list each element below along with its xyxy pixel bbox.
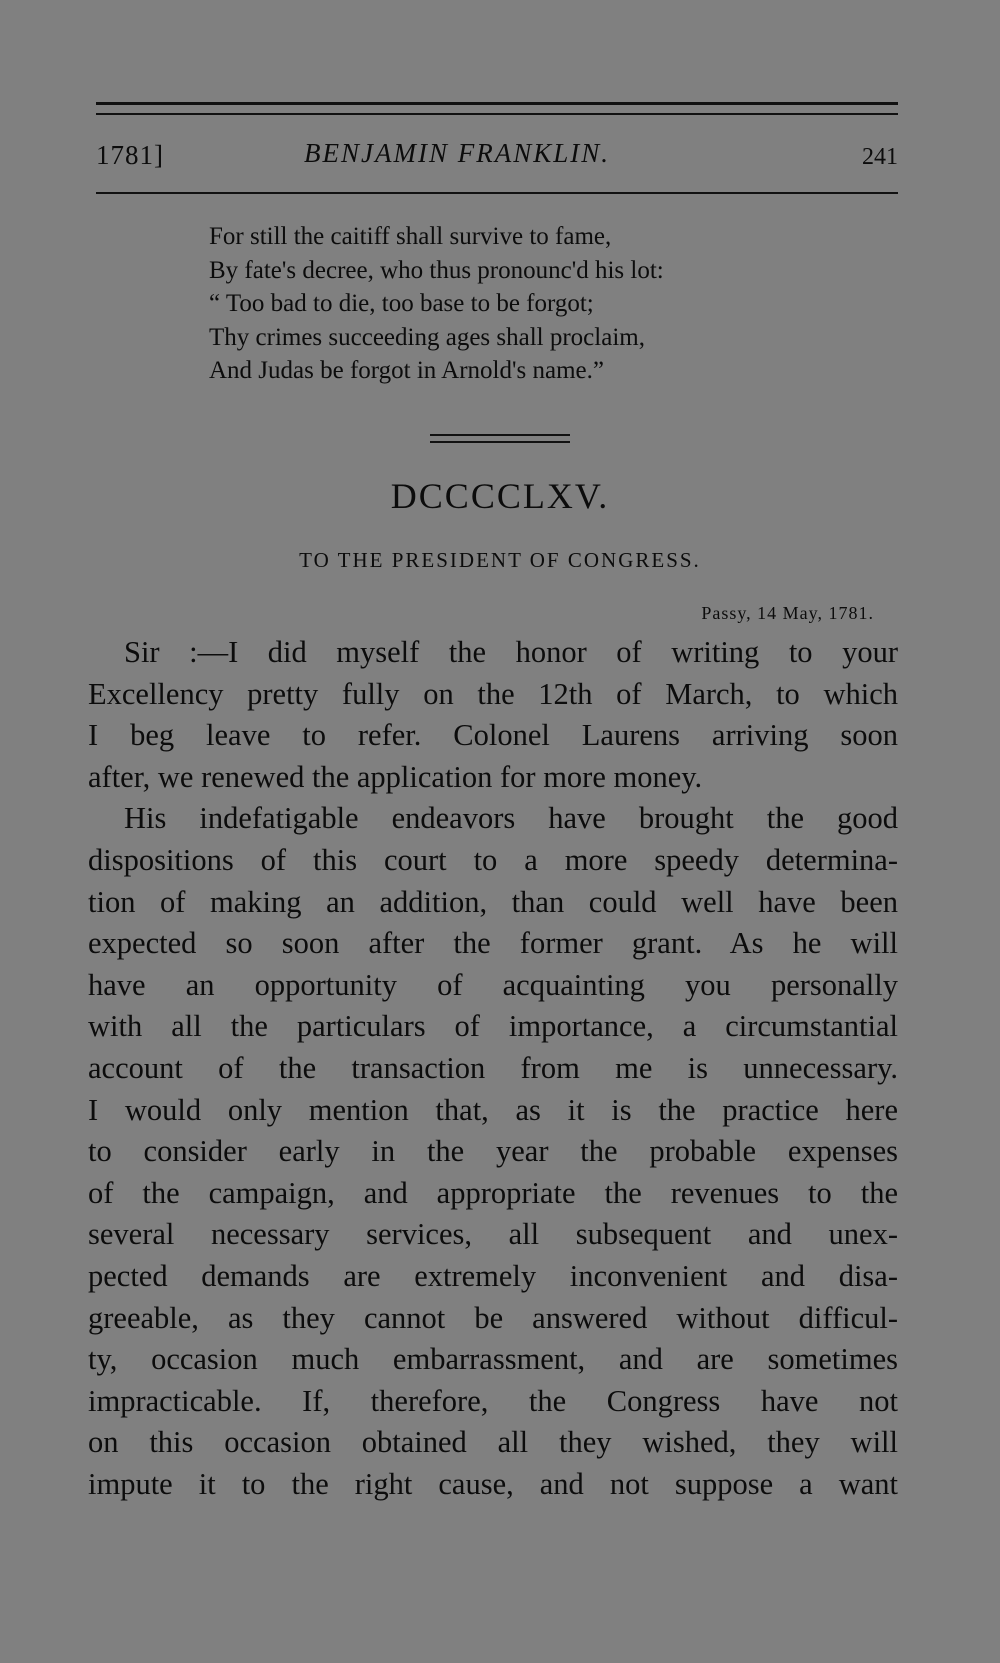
- poem-block: [209, 220, 664, 388]
- body-line: greeable, as they cannot be answered without difficul-: [88, 1300, 898, 1335]
- header-double-rule-top: [96, 102, 898, 105]
- body-line: impracticable. If, therefore, the Congress have not: [88, 1383, 898, 1418]
- body-line: of the campaign, and appropriate the revenues to the: [88, 1175, 898, 1210]
- running-header-date: 1781]: [96, 140, 164, 170]
- page-number: 241: [862, 144, 898, 170]
- letter-heading: TO THE PRESIDENT OF CONGRESS.: [299, 548, 701, 572]
- body-line: several necessary services, all subsequent and unex-: [88, 1217, 898, 1252]
- letter-body: [88, 632, 898, 1505]
- running-header-title: BENJAMIN FRANKLIN.: [304, 138, 610, 168]
- body-line: ty, occasion much embarrassment, and are sometimes: [88, 1342, 898, 1377]
- body-line: after, we renewed the application for more money.: [88, 759, 703, 794]
- letter-number: DCCCCLXV.: [390, 476, 610, 516]
- section-divider-rule-top: [430, 434, 570, 436]
- poem-line: And Judas be forgot in Arnold's name.”: [209, 357, 604, 384]
- body-line: Sir :—I did myself the honor of writing to your: [124, 635, 898, 669]
- body-line: account of the transaction from me is unnecessary.: [88, 1050, 898, 1085]
- body-line: tion of making an addition, than could well have been: [88, 884, 898, 919]
- body-line: I would only mention that, as it is the practice here: [88, 1092, 898, 1127]
- body-line: to consider early in the year the probable expenses: [88, 1134, 898, 1169]
- letter-dateline: Passy, 14 May, 1781.: [701, 603, 874, 623]
- running-header: [96, 136, 898, 176]
- body-line: His indefatigable endeavors have brought the good: [124, 801, 898, 836]
- body-line: pected demands are extremely inconvenient and disa-: [88, 1258, 898, 1293]
- body-line: dispositions of this court to a more speedy determina-: [88, 842, 898, 877]
- poem-line: Thy crimes succeeding ages shall proclaim,: [209, 323, 645, 351]
- body-line: impute it to the right cause, and not suppose a want: [88, 1466, 898, 1501]
- body-line: on this occasion obtained all they wished, they will: [88, 1425, 898, 1460]
- body-line: expected so soon after the former grant. As he will: [88, 926, 898, 961]
- poem-line: By fate's decree, who thus pronounc'd his lot:: [209, 256, 664, 284]
- poem-line: “ Too bad to die, too base to be forgot;: [209, 290, 594, 317]
- poem-line: For still the caitiff shall survive to fame,: [209, 223, 612, 250]
- body-line: I beg leave to refer. Colonel Laurens arriving soon: [88, 718, 898, 753]
- body-line: with all the particulars of importance, a circumstantial: [88, 1009, 898, 1044]
- header-underline-rule: [96, 192, 898, 194]
- body-line: Excellency pretty fully on the 12th of March, to which: [88, 676, 898, 711]
- body-line: have an opportunity of acquainting you personally: [88, 967, 898, 1002]
- header-double-rule-bottom: [96, 113, 898, 115]
- section-divider-rule-bottom: [430, 441, 570, 443]
